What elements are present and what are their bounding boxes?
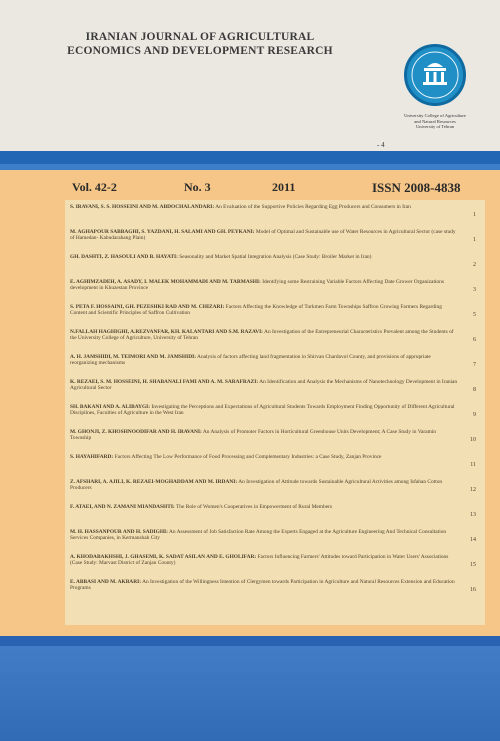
toc-entry bbox=[70, 454, 480, 479]
toc-page-number: 1 bbox=[473, 212, 476, 218]
issue-number-label: No. 3 bbox=[184, 180, 211, 194]
toc-article-title: Model of Optimal and Sustainable use of Water Resources in Agricultural Sector (case study of Hamedan- Kabudarahang Plain) bbox=[70, 229, 456, 242]
toc-page-number: 9 bbox=[473, 412, 476, 418]
toc-authors: M. H. HASSANPOUR AND H. SADIGHI: bbox=[70, 529, 168, 535]
toc-article-title: Factors Affecting The Low Performance of Food Processing and Complementary Industries: a Case Study, Zanjan Province bbox=[114, 454, 382, 460]
toc-entry bbox=[70, 379, 480, 404]
bottom-blue-stripe bbox=[0, 636, 500, 646]
toc-entry bbox=[70, 329, 480, 354]
toc-article-title: Investigating the Perceptions and Expectations of Agricultural Students Towards Employment Finding Opportunity of Different Agricultural Disciplines, Faculties of Agriculture in the West Iran bbox=[70, 404, 455, 417]
toc-page-number: 5 bbox=[473, 312, 476, 318]
year-label: 2011 bbox=[272, 180, 296, 194]
cover-header bbox=[0, 0, 500, 150]
toc-entry bbox=[70, 429, 480, 454]
toc-entry bbox=[70, 254, 480, 279]
toc-page-number: 3 bbox=[473, 287, 476, 293]
toc-page-number: 12 bbox=[470, 487, 476, 493]
toc-article-title: Seasonality and Market Spatial Integration Analysis (Case Study: Broiler Market in Iran) bbox=[179, 254, 372, 260]
toc-entry bbox=[70, 354, 480, 379]
toc-entry bbox=[70, 229, 480, 254]
toc-page-number: 14 bbox=[470, 537, 476, 543]
toc-page-number: 2 bbox=[473, 262, 476, 268]
toc-authors: A. KHODABAKHSHI, J. GHASEMI, K. SADAT ASILAN AND E. GHOLIFAR: bbox=[70, 554, 257, 560]
toc-page-number: 7 bbox=[473, 362, 476, 368]
volume-label: Vol. 42-2 bbox=[72, 180, 117, 194]
toc-authors: S. PETA F. HOSSAINI, GH. PEZESHKI RAD AND M. CHIZARI: bbox=[70, 304, 225, 310]
toc-entry bbox=[70, 479, 480, 504]
toc-article-title: An Evaluation of the Supportive Policies Regarding Egg Producers and Consumers in Iran bbox=[215, 204, 411, 210]
toc-authors: K. REZAEI, S. M. HOSSEINI, H. SHABANALI FAMI AND A. M. SARAFRAZI: bbox=[70, 379, 259, 385]
university-logo-icon bbox=[404, 44, 466, 106]
toc-authors: M. AGHAPOUR SABBAGHI, S. YAZDANI, H. SALAMI AND GH. PEYKANI: bbox=[70, 229, 255, 235]
toc-page-number: 1 bbox=[473, 237, 476, 243]
toc-article-title: An Identification and Analysis the Mechanisms of Nanotechnology Development in Iranian Agricultural Sector bbox=[70, 379, 458, 392]
toc-entry bbox=[70, 504, 480, 529]
toc-authors: S. IRAVANI, S. S. HOSSEINI AND M. ABDOCHALANDARI: bbox=[70, 204, 215, 210]
journal-title bbox=[0, 30, 400, 58]
toc-article-title: Identifying some Restraining Variable Factors Affecting Date Grower Organizations development in Khuzestan Province bbox=[70, 279, 444, 292]
bottom-blue-band bbox=[0, 646, 500, 741]
toc-entry bbox=[70, 279, 480, 304]
institution-line-2: and Natural Resources bbox=[414, 118, 456, 124]
toc-article-title: An Investigation of the Willingness Intention of Clergymen towards Participation in Agriculture and Natural Resources Extension and Education Programs bbox=[70, 579, 455, 592]
toc-article-title: Analysis of factors affecting land fragmentation in Shirvan Chardavol County, and provisions of appropriate reorganizing mechanisms bbox=[70, 354, 431, 367]
top-blue-band bbox=[0, 151, 500, 164]
toc-authors: E. ABBASI AND M. AKBARI: bbox=[70, 579, 141, 585]
toc-authors: SH. BAKANI AND A. ALIBAYGI: bbox=[70, 404, 151, 410]
toc-authors: N.FALLAH HAGHIGHI, A.REZVANFAR, KH. KALANTARI AND S.M. RAZAVI: bbox=[70, 329, 263, 335]
journal-title-line-2: ECONOMICS AND DEVELOPMENT RESEARCH bbox=[67, 45, 333, 57]
toc-entry bbox=[70, 304, 480, 329]
toc-article-title: Factors Influencing Farmers' Attitudes toward Participation in Water Users' Associations (Case Study: Marvast District of Zanjan County) bbox=[70, 554, 449, 567]
toc-authors: M. GHONJI, Z. KHOSHNOODIFAR AND H. IRAVANI: bbox=[70, 429, 202, 435]
toc-entry bbox=[70, 529, 480, 554]
toc-article-title: The Role of Women's Cooperatives in Empowerment of Rural Members bbox=[176, 504, 332, 510]
toc-page-number: 15 bbox=[470, 562, 476, 568]
toc-entry bbox=[70, 404, 480, 429]
table-of-contents bbox=[70, 204, 480, 604]
toc-article-title: An Investigation of the Entrepreneurial Characteristics Prevalent among the Students of the University College of Agriculture, University of Tehran bbox=[70, 329, 454, 342]
journal-title-line-1: IRANIAN JOURNAL OF AGRICULTURAL bbox=[85, 31, 315, 43]
toc-article-title: An Assessment of Job Satisfaction Rate Among the Experts Engaged at the Agriculture Engineering And Technical Consultation Services Companies, in Kermanshah City bbox=[70, 529, 447, 542]
toc-authors: GH. DASHTI, Z. HASOULI AND B. HAYATI: bbox=[70, 254, 178, 260]
toc-authors: S. HAYAHIFARD: bbox=[70, 454, 114, 460]
toc-page-number: 11 bbox=[470, 462, 476, 468]
issn-label: ISSN 2008-4838 bbox=[372, 180, 461, 195]
toc-entry bbox=[70, 204, 480, 229]
toc-article-title: An Analysis of Promoter Factors in Horticultural Greenhouse Units Development; A Case Study in Varamin Township bbox=[70, 429, 437, 442]
institution-line-1: University College of Agriculture bbox=[404, 113, 466, 118]
toc-page-number: 8 bbox=[473, 387, 476, 393]
small-mark: - 4 bbox=[377, 141, 385, 149]
toc-page-number: 10 bbox=[470, 437, 476, 443]
toc-page-number: 13 bbox=[470, 512, 476, 518]
issue-info-row bbox=[72, 180, 492, 196]
toc-authors: F. ATAEI, AND N. ZAMANI MIANDASHTI: bbox=[70, 504, 175, 510]
institution-name bbox=[380, 113, 490, 130]
toc-entry bbox=[70, 579, 480, 604]
toc-article-title: An Investigation of Attitude towards Sustainable Agricultural Activities among Isfahan Cotton Producers bbox=[70, 479, 443, 492]
toc-authors: Z. AFSHARI, A. AJILI, K. REZAEI-MOGHADDAM AND M. IRDANI: bbox=[70, 479, 238, 485]
institution-line-3: University of Tehran bbox=[415, 124, 455, 130]
toc-authors: E. AGHIMZADEH, A. ASADY, I. MALEK MOHAMMADI AND M. TARMASHI: bbox=[70, 279, 261, 285]
toc-page-number: 16 bbox=[470, 587, 476, 593]
toc-authors: A. H. JAMSHIDI, M. TEIMORI AND M. JAMSHIDI: bbox=[70, 354, 196, 360]
toc-page-number: 6 bbox=[473, 337, 476, 343]
toc-entry bbox=[70, 554, 480, 579]
toc-article-title: Factors Affecting the Knowledge of Turkmen Farm Townships Saffron Growing Farmers Regarding Content and Scientific Principles of Saffron Cultivation bbox=[70, 304, 442, 317]
